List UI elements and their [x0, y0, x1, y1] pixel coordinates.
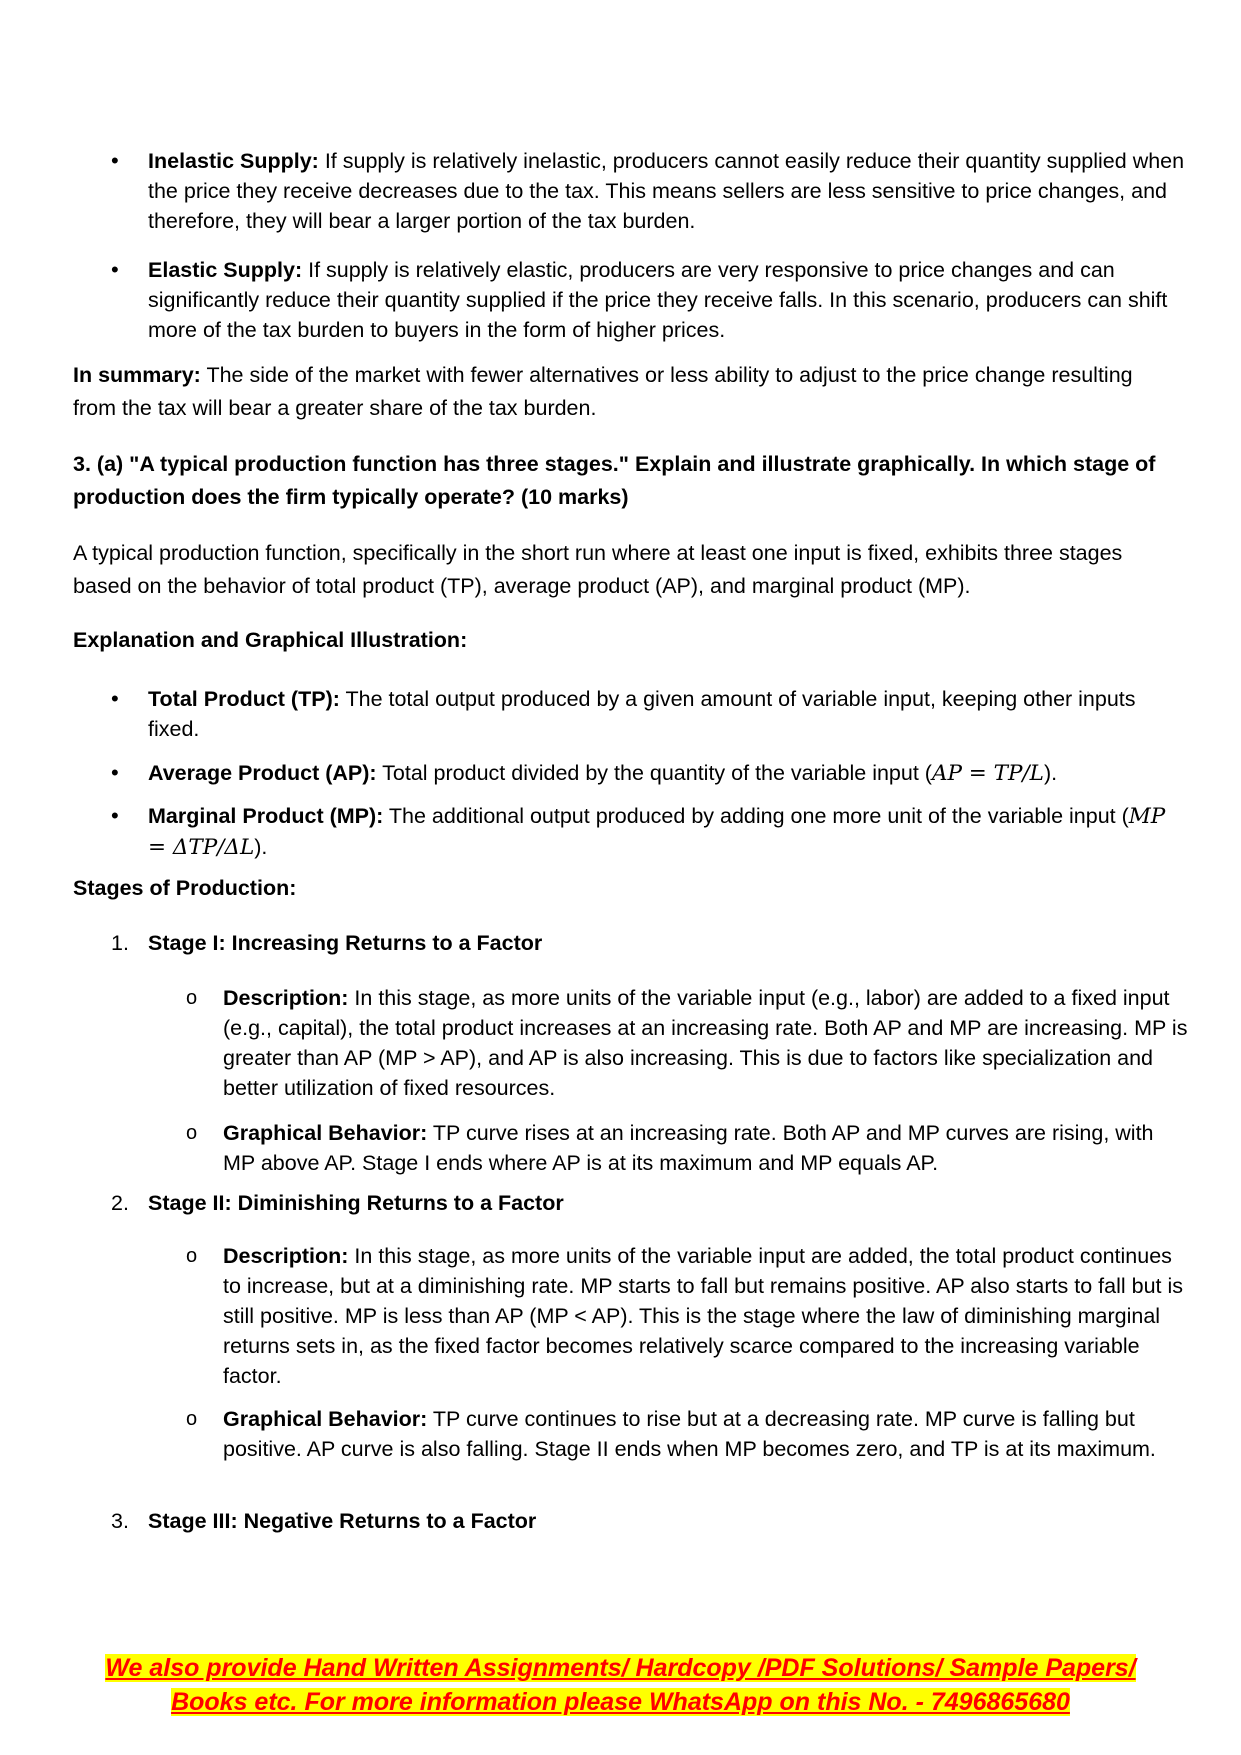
term-text: The additional output produced by adding one more unit of the variable input ( [383, 804, 1129, 828]
intro-paragraph: A typical production function, specifically in the short run where at least one input is fixed, exhibits three stages based on the behavior of total product (TP), average product (AP), and marginal product (MP). [73, 541, 1123, 598]
term-label: Description: [223, 1244, 349, 1268]
term-label: Average Product (AP): [148, 761, 377, 785]
footer-line-1: We also provide Hand Written Assignments/ Hardcopy /PDF Solutions/ Sample Papers/ [105, 1654, 1136, 1682]
sub-bullet-marker: o [186, 987, 198, 1009]
stage-1-description [223, 983, 1188, 1103]
stage-2-graphical [223, 1404, 1188, 1464]
formula-ap: AP = TP/L [931, 761, 1044, 786]
definition-average-product [148, 758, 1208, 789]
term-text: TP curve continues to rise but at a decreasing rate. MP curve is falling but positive. AP curve is also falling. Stage II ends when MP becomes zero, and TP is at its maximum. [223, 1407, 1156, 1461]
definition-marginal-product [148, 801, 1188, 863]
term-text: If supply is relatively elastic, producers are very responsive to price changes and can significantly reduce their quantity supplied if the price they receive falls. In this scenario, producers can shift more of the tax burden to buyers in the form of higher prices. [148, 258, 1168, 342]
term-text: In this stage, as more units of the variable input (e.g., labor) are added to a fixed input (e.g., capital), the total product increases at an increasing rate. Both AP and MP are increasing. MP is greater than AP (MP > AP), and AP is also increasing. This is due to factors like specialization and better utilization of fixed resources. [223, 986, 1188, 1100]
term-label: Graphical Behavior: [223, 1407, 428, 1431]
term-label: Elastic Supply: [148, 258, 303, 282]
bullet-marker: • [111, 760, 119, 785]
definition-total-product [148, 684, 1188, 744]
stage-2-description [223, 1241, 1188, 1391]
bullet-marker: • [111, 148, 119, 173]
sub-bullet-marker: o [186, 1122, 198, 1144]
summary-label: In summary: [73, 363, 201, 387]
stage-2-title: Stage II: Diminishing Returns to a Factor [148, 1191, 564, 1215]
term-text: In this stage, as more units of the variable input are added, the total product continues to increase, but at a diminishing rate. MP starts to fall but remains positive. AP also starts to fall but is still positive. MP is less than AP (MP < AP). This is the stage where the law of diminishing marginal returns sets in, as the fixed factor becomes relatively scarce compared to the increasing variable factor. [223, 1244, 1183, 1388]
stage-3-title: Stage III: Negative Returns to a Factor [148, 1509, 537, 1533]
explanation-heading: Explanation and Graphical Illustration: [73, 628, 468, 652]
term-label: Inelastic Supply: [148, 149, 319, 173]
footer-line-2: Books etc. For more information please WhatsApp on this No. - 7496865680 [171, 1688, 1070, 1716]
sub-bullet-marker: o [186, 1245, 198, 1267]
stage-1-graphical [223, 1118, 1188, 1178]
term-text: Total product divided by the quantity of the variable input ( [376, 761, 932, 785]
term-text: If supply is relatively inelastic, producers cannot easily reduce their quantity supplied when the price they receive decreases due to the tax. This means sellers are less sensitive to price changes, and therefore, they will bear a larger portion of the tax burden. [148, 149, 1185, 233]
term-text-after: ). [1043, 761, 1058, 785]
sub-bullet-marker: o [186, 1408, 198, 1430]
bullet-marker: • [111, 686, 119, 711]
term-label: Total Product (TP): [148, 687, 340, 711]
stages-heading: Stages of Production: [73, 876, 297, 900]
list-number: 2. [111, 1191, 129, 1215]
list-number: 1. [111, 931, 129, 955]
term-label: Marginal Product (MP): [148, 804, 384, 828]
summary-text: The side of the market with fewer alternatives or less ability to adjust to the price change resulting from the tax will bear a greater share of the tax burden. [73, 363, 1133, 420]
bullet-marker: • [111, 803, 119, 828]
bullet-marker: • [111, 257, 119, 282]
list-number: 3. [111, 1509, 129, 1533]
bullet-elastic-supply [148, 255, 1188, 345]
term-label: Graphical Behavior: [223, 1121, 428, 1145]
term-text: TP curve rises at an increasing rate. Both AP and MP curves are rising, with MP above AP. Stage I ends where AP is at its maximum and MP equals AP. [223, 1121, 1154, 1175]
term-text: The total output produced by a given amount of variable input, keeping other inputs fixed. [148, 687, 1136, 741]
summary-paragraph [73, 359, 1173, 425]
question-heading: 3. (a) "A typical production function has three stages." Explain and illustrate graphically. In which stage of production does the firm typically operate? (10 marks) [73, 452, 1156, 509]
bullet-inelastic-supply [148, 146, 1188, 236]
term-label: Description: [223, 986, 349, 1010]
stage-1-title: Stage I: Increasing Returns to a Factor [148, 931, 543, 955]
footer-promo [60, 1651, 1181, 1719]
term-text-after: ). [254, 835, 268, 859]
formula-mp: MP = ΔTP/ΔL [148, 804, 1166, 860]
